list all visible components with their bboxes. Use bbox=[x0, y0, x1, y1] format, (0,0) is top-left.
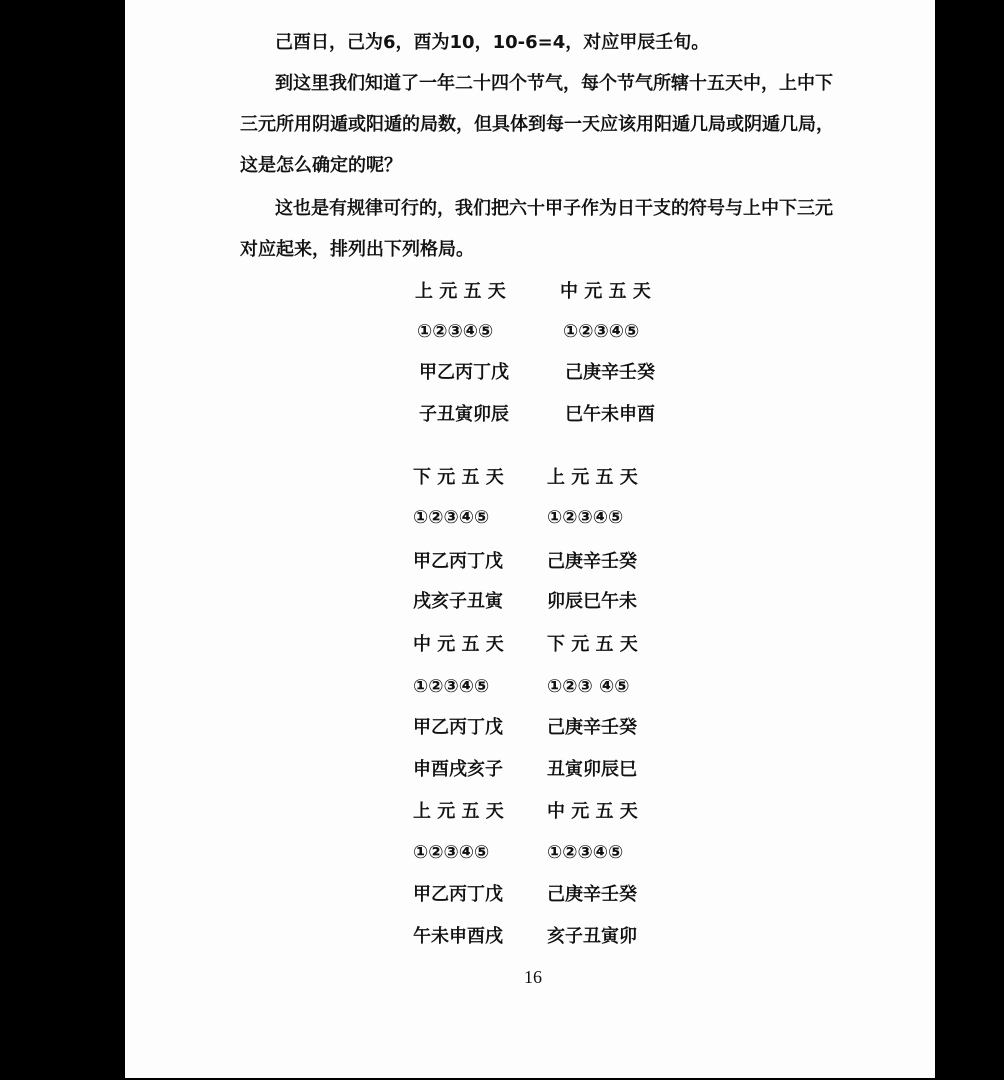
table-cell: 己庚辛壬癸 bbox=[547, 551, 637, 572]
table-cell: ①②③④⑤ bbox=[413, 842, 490, 863]
table-cell: 下 元 五 天 bbox=[547, 634, 638, 655]
table-cell: 甲乙丙丁戊 bbox=[413, 551, 503, 572]
table-cell: 上 元 五 天 bbox=[415, 281, 506, 302]
table-cell: ①②③④⑤ bbox=[417, 321, 494, 342]
table-cell: 亥子丑寅卯 bbox=[547, 926, 637, 947]
table-cell: 甲乙丙丁戊 bbox=[413, 717, 503, 738]
table-cell: 甲乙丙丁戊 bbox=[419, 362, 509, 383]
page-number: 16 bbox=[524, 967, 542, 987]
table-cell: 己庚辛壬癸 bbox=[547, 884, 637, 905]
table-cell: ①②③④⑤ bbox=[563, 321, 640, 342]
table-cell: ①②③④⑤ bbox=[413, 676, 490, 697]
table-cell: 中 元 五 天 bbox=[560, 281, 651, 302]
table-cell: 申酉戌亥子 bbox=[413, 759, 503, 780]
table-cell: 上 元 五 天 bbox=[547, 467, 638, 488]
table-cell: ①②③④⑤ bbox=[547, 507, 624, 528]
table-cell: 己庚辛壬癸 bbox=[565, 362, 655, 383]
table-cell: 戌亥子丑寅 bbox=[413, 591, 503, 612]
table-cell: 子丑寅卯辰 bbox=[419, 404, 509, 425]
table-cell: 上 元 五 天 bbox=[413, 801, 504, 822]
paragraph-line: 这是怎么确定的呢？ bbox=[240, 155, 402, 176]
paragraph-line: 己酉日，己为6，酉为10，10-6=4，对应甲辰壬旬。 bbox=[275, 32, 710, 53]
table-cell: 甲乙丙丁戊 bbox=[413, 884, 503, 905]
table-cell: 丑寅卯辰巳 bbox=[547, 759, 637, 780]
paragraph-line: 对应起来，排列出下列格局。 bbox=[240, 239, 474, 260]
table-cell: 下 元 五 天 bbox=[413, 467, 504, 488]
paragraph-line: 这也是有规律可行的，我们把六十甲子作为日干支的符号与上中下三元 bbox=[275, 198, 833, 219]
table-cell: 卯辰巳午未 bbox=[547, 591, 637, 612]
table-cell: 己庚辛壬癸 bbox=[547, 717, 637, 738]
paragraph-line: 三元所用阴遁或阳遁的局数，但具体到每一天应该用阳遁几局或阴遁几局， bbox=[240, 114, 834, 135]
table-cell: ①②③ ④⑤ bbox=[547, 676, 630, 697]
table-cell: 午未申酉戌 bbox=[413, 926, 503, 947]
table-cell: 巳午未申酉 bbox=[565, 404, 655, 425]
table-cell: 中 元 五 天 bbox=[547, 801, 638, 822]
table-cell: ①②③④⑤ bbox=[547, 842, 624, 863]
paragraph-line: 到这里我们知道了一年二十四个节气，每个节气所辖十五天中，上中下 bbox=[275, 73, 833, 94]
table-cell: ①②③④⑤ bbox=[413, 507, 490, 528]
table-cell: 中 元 五 天 bbox=[413, 634, 504, 655]
